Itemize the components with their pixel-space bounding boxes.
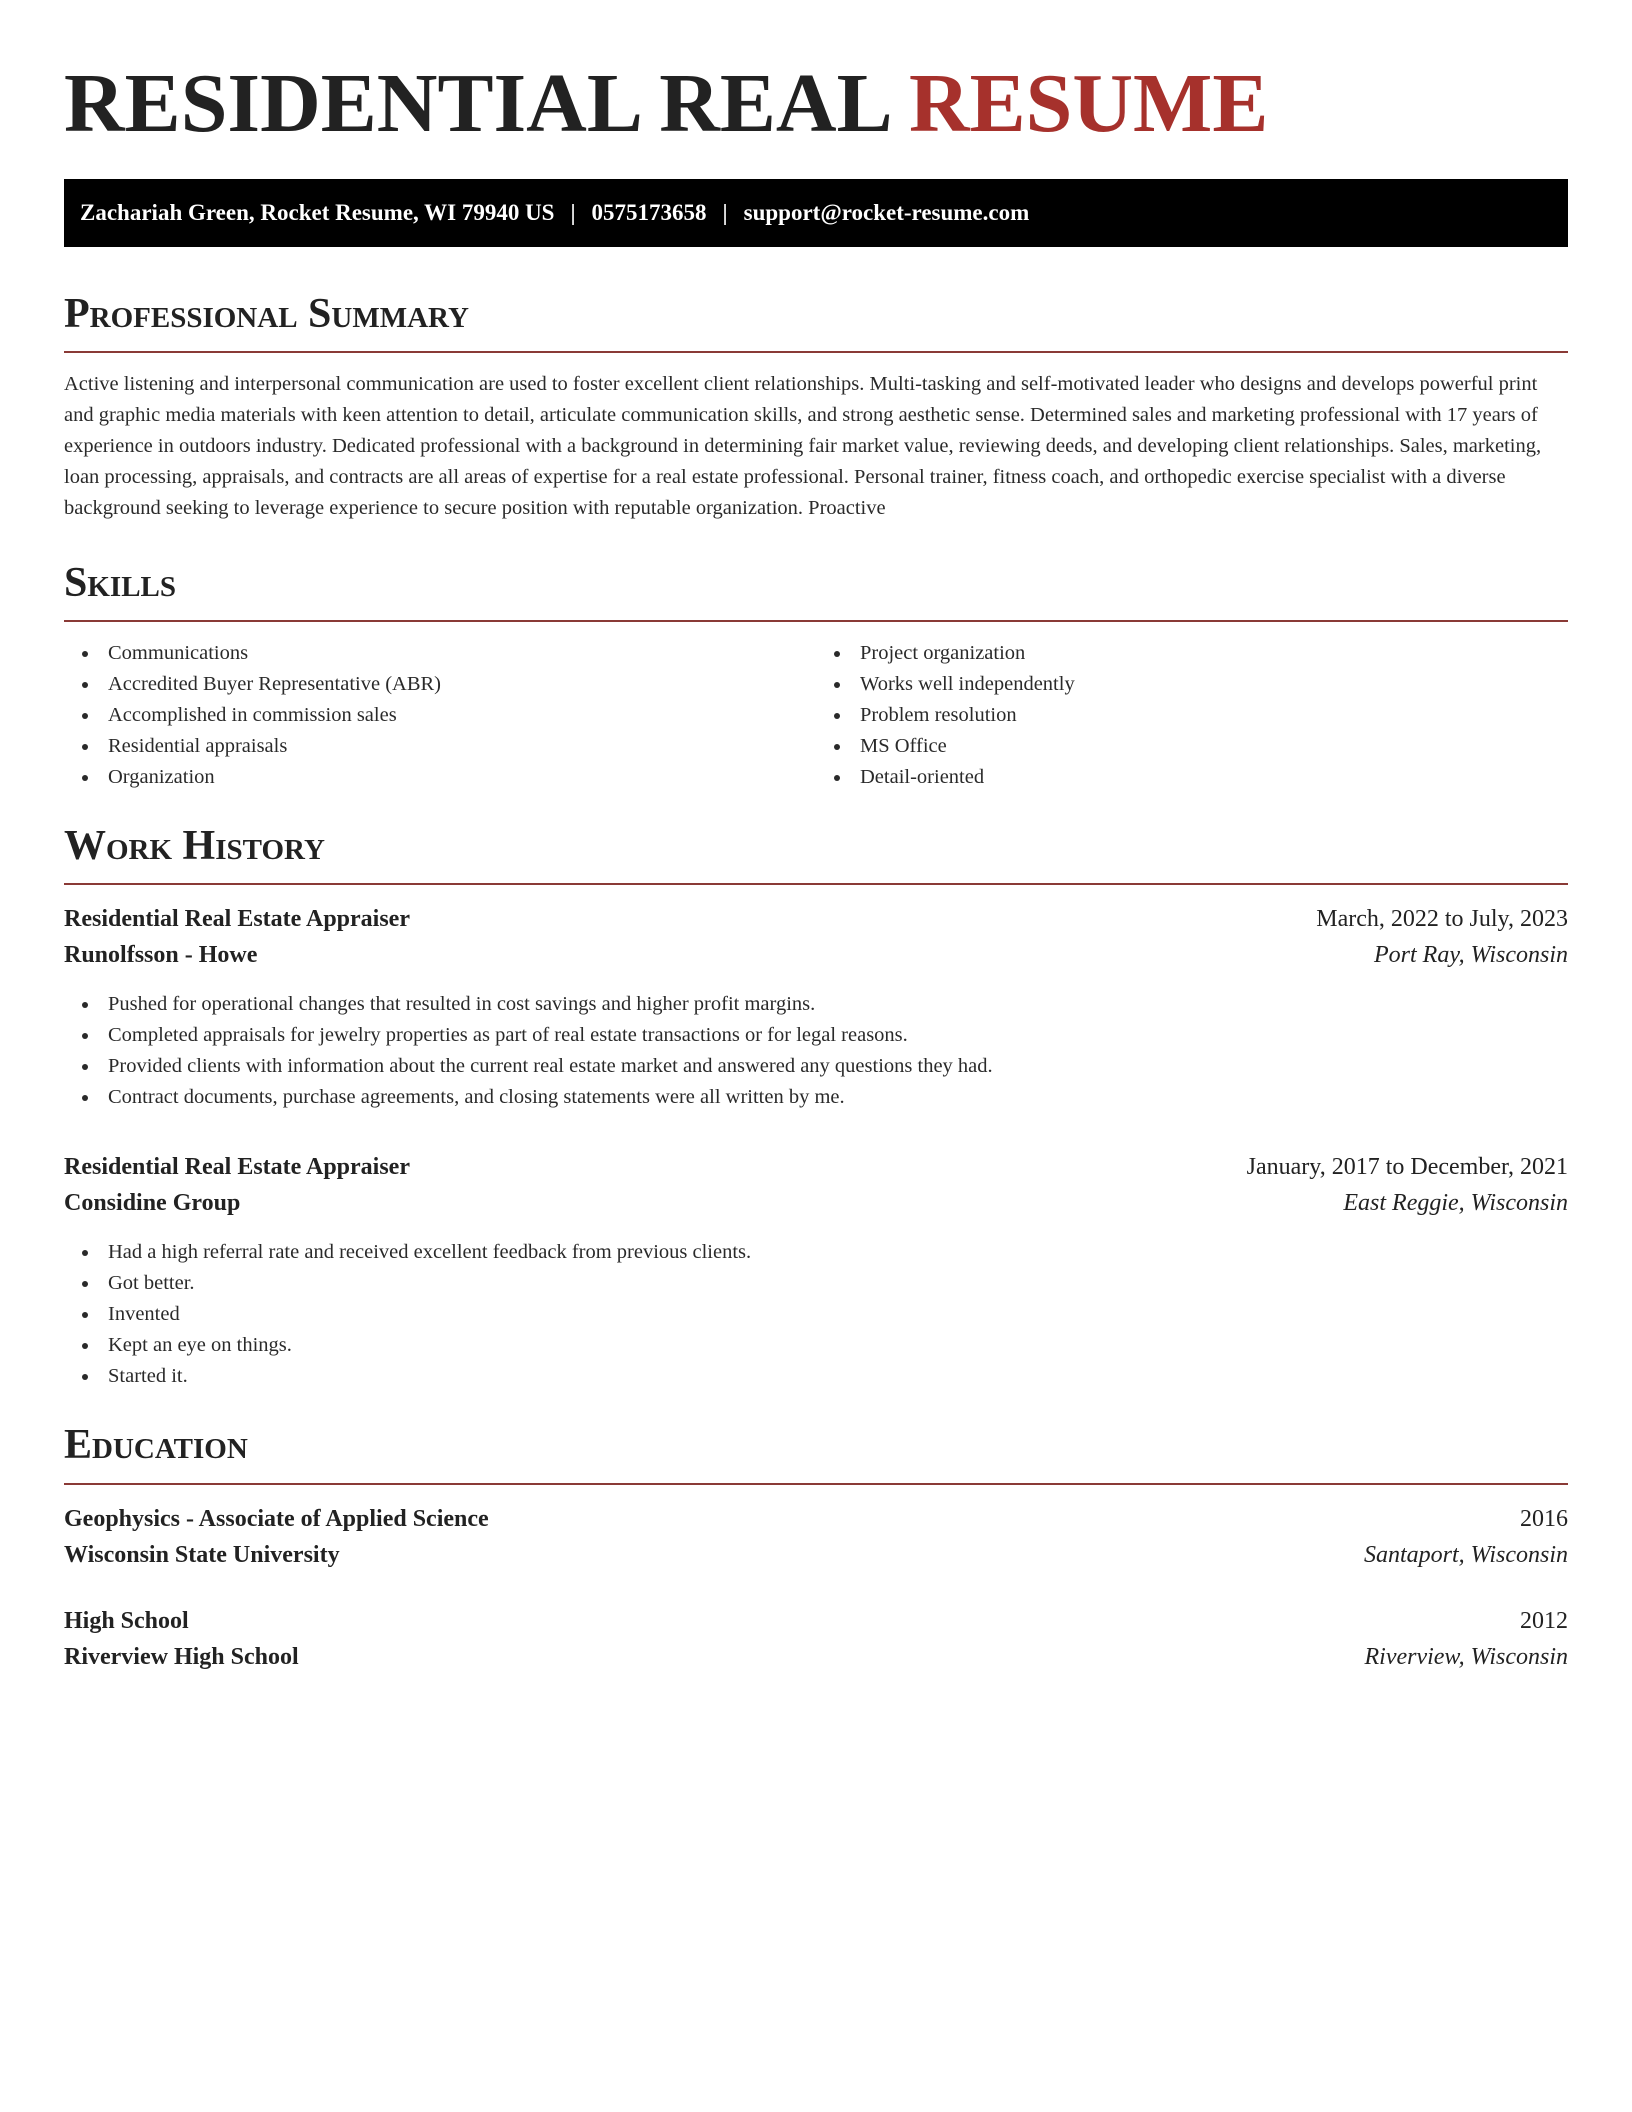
contact-separator: | bbox=[722, 199, 728, 225]
skill-item: Problem resolution bbox=[860, 700, 1568, 731]
job-bullet: Had a high referral rate and received excellent feedback from previous clients. bbox=[108, 1237, 1568, 1268]
education-year: 2016 bbox=[1520, 1505, 1568, 1532]
job-bullet: Contract documents, purchase agreements, and closing statements were all written by me. bbox=[108, 1082, 1568, 1113]
job-bullet: Pushed for operational changes that resulted in cost savings and higher profit margins. bbox=[108, 989, 1568, 1020]
title-part-main: RESIDENTIAL REAL bbox=[64, 57, 888, 150]
job-company: Runolfsson - Howe bbox=[64, 942, 258, 969]
job-company: Considine Group bbox=[64, 1190, 241, 1217]
contact-bar bbox=[64, 179, 1568, 247]
education-year: 2012 bbox=[1520, 1607, 1568, 1634]
job-bullet: Provided clients with information about the current real estate market and answered any questions they had. bbox=[108, 1051, 1568, 1082]
contact-address: Zachariah Green, Rocket Resume, WI 79940 US bbox=[80, 199, 555, 225]
education-school: Wisconsin State University bbox=[64, 1541, 340, 1568]
skills-section bbox=[64, 560, 1568, 793]
job-company-row bbox=[64, 1185, 1568, 1221]
job-bullets bbox=[64, 989, 1568, 1113]
job-bullet: Started it. bbox=[108, 1361, 1568, 1392]
job-bullet: Kept an eye on things. bbox=[108, 1330, 1568, 1361]
skills-heading: Skills bbox=[64, 560, 1568, 622]
job-bullet: Invented bbox=[108, 1299, 1568, 1330]
summary-heading: Professional Summary bbox=[64, 291, 1568, 353]
work-section bbox=[64, 823, 1568, 1392]
contact-phone: 0575173658 bbox=[591, 199, 707, 225]
job-dates: January, 2017 to December, 2021 bbox=[1246, 1154, 1568, 1181]
contact-email: support@rocket-resume.com bbox=[743, 199, 1030, 225]
education-degree-row bbox=[64, 1603, 1568, 1639]
education-location: Santaport, Wisconsin bbox=[1363, 1541, 1568, 1568]
skill-item: Communications bbox=[108, 638, 816, 669]
education-section bbox=[64, 1422, 1568, 1674]
job-location: Port Ray, Wisconsin bbox=[1374, 942, 1568, 969]
skill-item: Accredited Buyer Representative (ABR) bbox=[108, 669, 816, 700]
job-title: Residential Real Estate Appraiser bbox=[64, 906, 410, 933]
skill-item: Works well independently bbox=[860, 669, 1568, 700]
education-school-row bbox=[64, 1537, 1568, 1573]
work-heading: Work History bbox=[64, 823, 1568, 885]
education-school: Riverview High School bbox=[64, 1643, 299, 1670]
job-title-row bbox=[64, 901, 1568, 937]
skill-item: Detail-oriented bbox=[860, 762, 1568, 793]
job-title-row bbox=[64, 1149, 1568, 1185]
title-part-accent: RESUME bbox=[908, 57, 1269, 150]
skills-column-right bbox=[816, 638, 1568, 793]
job-title: Residential Real Estate Appraiser bbox=[64, 1154, 410, 1181]
education-degree-row bbox=[64, 1501, 1568, 1537]
skills-grid bbox=[64, 638, 1568, 793]
job-bullet: Got better. bbox=[108, 1268, 1568, 1299]
job-dates: March, 2022 to July, 2023 bbox=[1316, 906, 1568, 933]
skill-item: Residential appraisals bbox=[108, 731, 816, 762]
summary-text: Active listening and interpersonal communication are used to foster excellent client relationships. Multi-tasking and self-motivated leader who designs and develops powerful print and graphic media materials with keen attention to detail, articulate communication skills, and strong aesthetic sense. Determined sales and marketing professional with 17 years of experience in outdoors industry. Dedicated professional with a background in determining fair market value, reviewing deeds, and developing client relationships. Sales, marketing, loan processing, appraisals, and contracts are all areas of expertise for a real estate professional. Personal trainer, fitness coach, and orthopedic exercise specialist with a diverse background seeking to leverage experience to secure position with reputable organization. Proactive bbox=[64, 372, 1542, 519]
job-entry bbox=[64, 901, 1568, 1113]
skills-column-left bbox=[64, 638, 816, 793]
job-company-row bbox=[64, 937, 1568, 973]
skill-item: Accomplished in commission sales bbox=[108, 700, 816, 731]
contact-separator: | bbox=[570, 199, 576, 225]
resume-title bbox=[64, 54, 1568, 155]
skill-item: Project organization bbox=[860, 638, 1568, 669]
summary-section bbox=[64, 291, 1568, 524]
education-entry bbox=[64, 1501, 1568, 1573]
skill-item: Organization bbox=[108, 762, 816, 793]
education-school-row bbox=[64, 1639, 1568, 1675]
skill-item: MS Office bbox=[860, 731, 1568, 762]
education-degree: High School bbox=[64, 1607, 189, 1634]
education-entry bbox=[64, 1603, 1568, 1675]
job-bullets bbox=[64, 1237, 1568, 1392]
education-location: Riverview, Wisconsin bbox=[1364, 1643, 1568, 1670]
job-entry bbox=[64, 1149, 1568, 1392]
job-bullet: Completed appraisals for jewelry properties as part of real estate transactions or for legal reasons. bbox=[108, 1020, 1568, 1051]
education-heading: Education bbox=[64, 1422, 1568, 1484]
job-location: East Reggie, Wisconsin bbox=[1343, 1190, 1568, 1217]
education-degree: Geophysics - Associate of Applied Science bbox=[64, 1505, 489, 1532]
